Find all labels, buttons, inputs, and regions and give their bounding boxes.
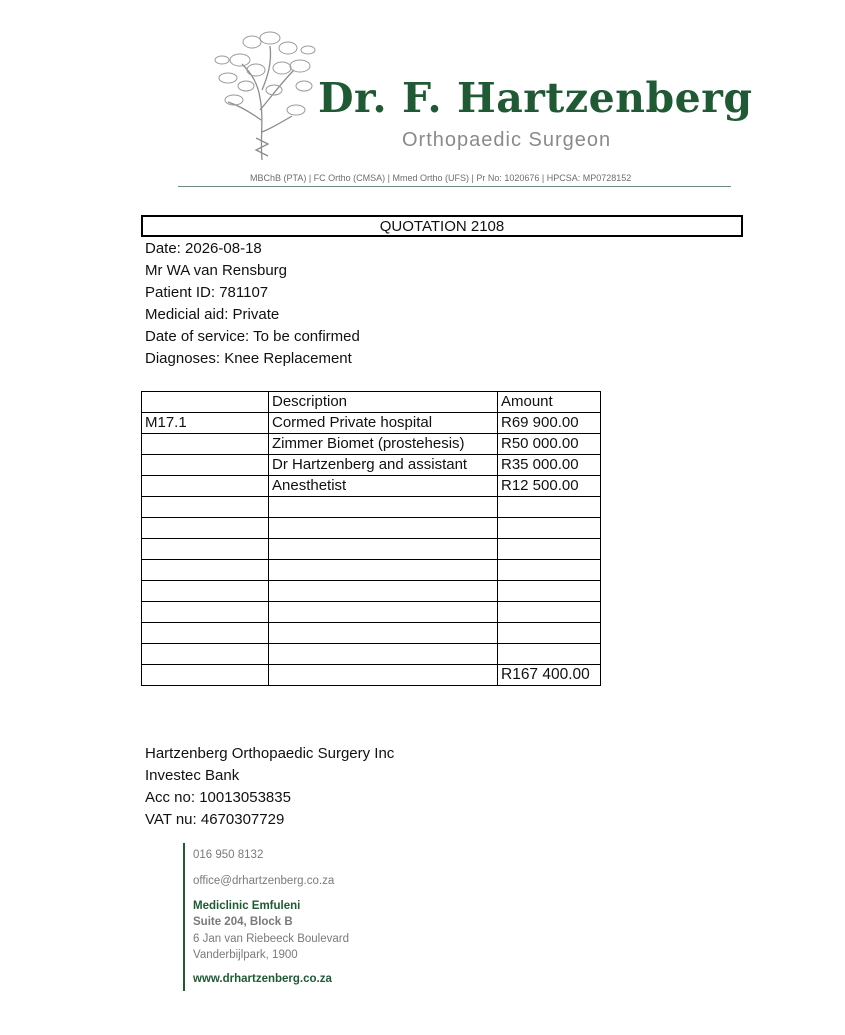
contact-divider: [183, 843, 185, 991]
credentials-line: MBChB (PTA) | FC Ortho (CMSA) | Mmed Ortho (UFS) | Pr No: 1020676 | HPCSA: MP0728152: [250, 173, 632, 183]
table-row: [142, 476, 601, 497]
patient-id: Patient ID: 781107: [145, 284, 269, 301]
row-amount: R35 000.00: [498, 455, 601, 476]
empty-row: [142, 560, 601, 581]
vat-number: VAT nu: 4670307729: [145, 811, 285, 828]
header-amount: Amount: [498, 392, 601, 413]
letterhead-divider: [178, 186, 731, 187]
practice-name: Mediclinic Emfuleni: [193, 900, 301, 912]
row-amount: R69 900.00: [498, 413, 601, 434]
quote-date: Date: 2026-08-18: [145, 240, 262, 257]
website-link[interactable]: www.drhartzenberg.co.za: [193, 973, 332, 985]
table-row: [142, 455, 601, 476]
tree-logo-icon: [212, 20, 322, 165]
table-header-row: [142, 392, 601, 413]
empty-row: [142, 581, 601, 602]
company-name: Hartzenberg Orthopaedic Surgery Inc: [145, 745, 395, 762]
row-code: M17.1: [142, 413, 269, 434]
empty-row: [142, 539, 601, 560]
header-description: Description: [269, 392, 498, 413]
doctor-title: Orthopaedic Surgeon: [402, 129, 612, 151]
quotation-table: [141, 391, 601, 686]
quotation-title: QUOTATION 2108: [141, 215, 743, 237]
row-amount: R12 500.00: [498, 476, 601, 497]
header-code: [142, 392, 269, 413]
empty-row: [142, 518, 601, 539]
row-code: [142, 455, 269, 476]
empty-row: [142, 497, 601, 518]
row-description: Dr Hartzenberg and assistant: [269, 455, 498, 476]
phone-number: 016 950 8132: [193, 849, 264, 861]
empty-row: [142, 602, 601, 623]
row-code: [142, 476, 269, 497]
city-address: Vanderbijlpark, 1900: [193, 949, 298, 961]
email-address[interactable]: office@drhartzenberg.co.za: [193, 875, 335, 887]
date-of-service: Date of service: To be confirmed: [145, 328, 360, 345]
row-description: Zimmer Biomet (prostehesis): [269, 434, 498, 455]
table-row: [142, 434, 601, 455]
patient-name: Mr WA van Rensburg: [145, 262, 287, 279]
total-amount: R167 400.00: [498, 665, 601, 686]
bank-name: Investec Bank: [145, 767, 240, 784]
total-row: [142, 665, 601, 686]
doctor-name: Dr. F. Hartzenberg: [318, 74, 753, 122]
row-description: Anesthetist: [269, 476, 498, 497]
medical-aid: Medicial aid: Private: [145, 306, 280, 323]
empty-row: [142, 623, 601, 644]
suite-address: Suite 204, Block B: [193, 916, 293, 928]
table-row: [142, 413, 601, 434]
row-description: Cormed Private hospital: [269, 413, 498, 434]
row-amount: R50 000.00: [498, 434, 601, 455]
street-address: 6 Jan van Riebeeck Boulevard: [193, 933, 349, 945]
account-number: Acc no: 10013053835: [145, 789, 291, 806]
diagnoses: Diagnoses: Knee Replacement: [145, 350, 352, 367]
row-code: [142, 434, 269, 455]
empty-row: [142, 644, 601, 665]
